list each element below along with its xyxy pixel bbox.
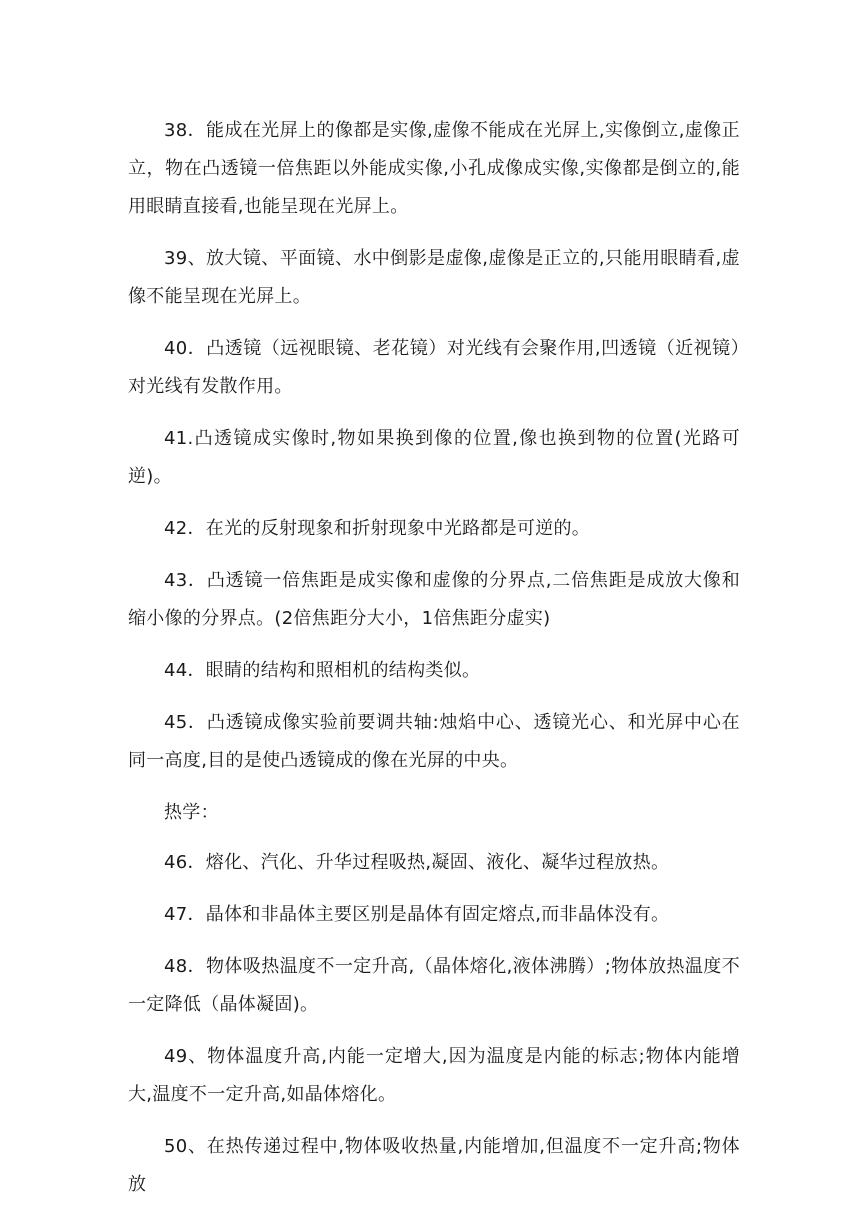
paragraph-41: 41.凸透镜成实像时,物如果换到像的位置,像也换到物的位置(光路可逆)。 — [128, 428, 740, 487]
section-heading-thermal: 热学： — [164, 802, 219, 823]
paragraph-46: 46．熔化、汽化、升华过程吸热,凝固、液化、凝华过程放热。 — [164, 852, 670, 873]
paragraph-43: 43．凸透镜一倍焦距是成实像和虚像的分界点,二倍焦距是成放大像和缩小像的分界点。(2倍焦距分大小，1倍焦距分虚实) — [128, 570, 740, 629]
paragraph-47: 47．晶体和非晶体主要区别是晶体有固定熔点,而非晶体没有。 — [164, 904, 670, 925]
paragraph-42: 42．在光的反射现象和折射现象中光路都是可逆的。 — [164, 518, 591, 539]
paragraph-38: 38．能成在光屏上的像都是实像,虚像不能成在光屏上,实像倒立,虚像正立，物在凸透镜一倍焦距以外能成实像,小孔成像成实像,实像都是倒立的,能用眼睛直接看,也能呈现在光屏上。 — [128, 120, 740, 217]
paragraph-50: 50、在热传递过程中,物体吸收热量,内能增加,但温度不一定升高;物体放 — [128, 1136, 740, 1195]
paragraph-44: 44．眼睛的结构和照相机的结构类似。 — [164, 660, 481, 681]
paragraph-45: 45．凸透镜成像实验前要调共轴:烛焰中心、透镜光心、和光屏中心在同一高度,目的是使凸透镜成的像在光屏的中央。 — [128, 712, 740, 771]
paragraph-49: 49、物体温度升高,内能一定增大,因为温度是内能的标志;物体内能增大,温度不一定升高,如晶体熔化。 — [128, 1046, 740, 1105]
paragraph-48: 48．物体吸热温度不一定升高,（晶体熔化,液体沸腾）;物体放热温度不一定降低（晶体凝固)。 — [128, 956, 740, 1015]
paragraph-40: 40．凸透镜（远视眼镜、老花镜）对光线有会聚作用,凹透镜（近视镜）对光线有发散作用。 — [128, 338, 740, 397]
paragraph-39: 39、放大镜、平面镜、水中倒影是虚像,虚像是正立的,只能用眼睛看,虚像不能呈现在光屏上。 — [128, 248, 740, 307]
